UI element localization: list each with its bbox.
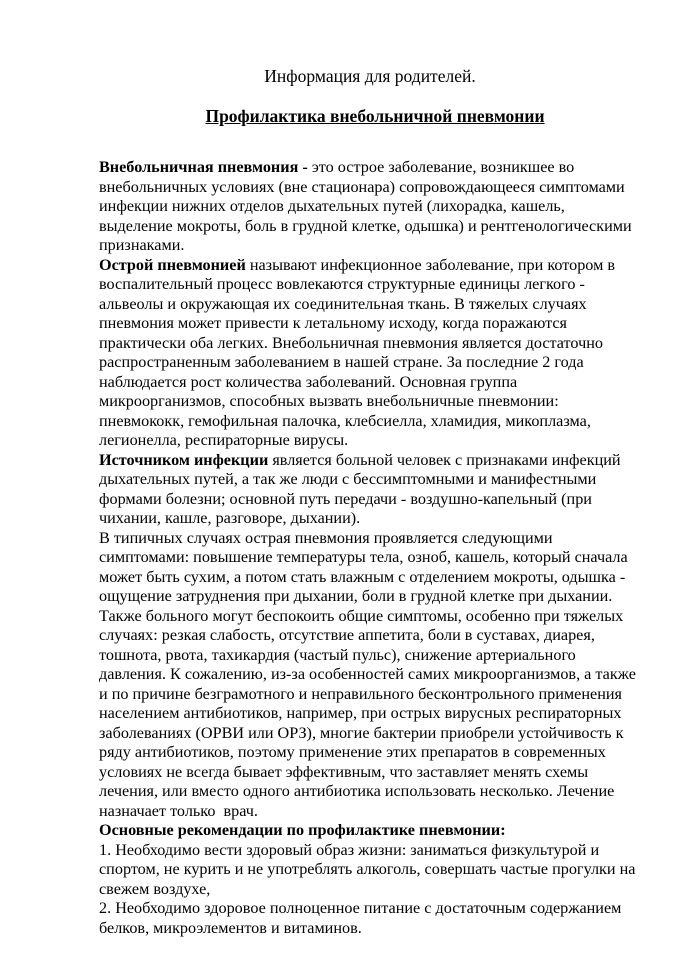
text-line (99, 724, 639, 744)
line-text: внебольничных условиях (вне стационара) сопровождающееся симптомами (99, 177, 625, 196)
text-line (99, 509, 639, 529)
line-text: микроорганизмов, способных вызвать внебольничные пневмонии: (99, 392, 559, 410)
line-text: альвеолы и окружающая их соединительная ткань. В тяжелых случаях (99, 294, 587, 313)
line-text: воспалительный процесс вовлекаются структурные единицы легкого - (99, 275, 585, 293)
text-line (99, 178, 639, 198)
text-line (99, 763, 639, 783)
text-line (99, 197, 639, 217)
line-text: белков, микроэлементов и витаминов. (99, 918, 362, 937)
text-line (99, 353, 639, 373)
line-text: спортом, не курить и не употреблять алкоголь, совершать частые прогулки на (99, 860, 636, 878)
text-line (99, 431, 639, 451)
line-text: и по причине безграмотного и неправильного бесконтрольного применения (99, 684, 622, 703)
text-line (99, 217, 639, 237)
bold-term: Источником инфекции (99, 450, 269, 469)
line-text: 2. Необходимо здоровое полноценное питание с достаточным содержанием (99, 899, 622, 917)
document-title: Профилактика внебольничной пневмонии (205, 106, 545, 126)
text-line (99, 841, 639, 861)
line-text: 1. Необходимо вести здоровый образ жизни: заниматься физкультурой и (99, 840, 600, 859)
line-text: пневмококк, гемофильная палочка, клебсиелла, хламидия, микоплазма, (99, 411, 591, 430)
document-body (99, 158, 639, 938)
text-line (99, 587, 639, 607)
line-text: ряду антибиотиков, поэтому применение этих препаратов в современных (99, 743, 606, 761)
line-text: легионелла, респираторные вирусы. (99, 431, 349, 449)
line-text: случаях: резкая слабость, отсутствие аппетита, боли в суставах, диарея, (99, 626, 595, 644)
line-text: лечения, или вместо одного антибиотика использовать несколько. Лечение (99, 782, 615, 800)
text-line (99, 412, 639, 432)
line-text: населением антибиотиков, например, при острых вирусных респираторных (99, 704, 622, 722)
text-line (99, 158, 639, 178)
line-text: наблюдается рост количества заболеваний. Основная группа (99, 372, 518, 391)
text-line (99, 236, 639, 256)
line-text: это острое заболевание, возникшее во (307, 158, 575, 176)
line-text: является больной человек с признаками инфекций (268, 450, 621, 469)
text-line (99, 334, 639, 354)
text-line (99, 665, 639, 685)
line-text: распространенным заболеванием в нашей стране. За последние 2 года (99, 353, 584, 371)
line-text: ощущение затруднения при дыхании, боли в грудной клетке при дыхании. (99, 587, 613, 605)
text-line (99, 451, 639, 471)
line-text: выделение мокроты, боль в грудной клетке, одышка) и рентгенологическими (99, 216, 632, 235)
line-text: свежем воздухе, (99, 879, 211, 898)
text-line (99, 275, 639, 295)
text-line (99, 626, 639, 646)
text-line (99, 704, 639, 724)
text-line (99, 568, 639, 588)
text-line (99, 821, 639, 841)
line-text: В типичных случаях острая пневмония проявляется следующими (99, 528, 553, 547)
bold-term: Основные рекомендации по профилактике пневмонии: (99, 821, 506, 839)
text-line (99, 802, 639, 822)
text-line (99, 743, 639, 763)
line-text: формами болезни; основной путь передачи - воздушно-капельный (при (99, 489, 592, 508)
text-line (99, 880, 639, 900)
text-line (99, 373, 639, 393)
line-text: практически оба легких. Внебольничная пневмония является достаточно (99, 333, 603, 352)
text-line (99, 490, 639, 510)
text-line (99, 470, 639, 490)
line-text: дыхательных путей, а так же люди с бессимптомными и манифестными (99, 470, 597, 488)
text-line (99, 607, 639, 627)
line-text: чихании, кашле, разговоре, дыхании). (99, 509, 361, 527)
line-text: признаками. (99, 236, 185, 254)
line-text: может быть сухим, а потом стать влажным с отделением мокроты, одышка - (99, 567, 626, 586)
text-line (99, 548, 639, 568)
line-text: называют инфекционное заболевание, при котором в (245, 255, 616, 274)
text-line (99, 899, 639, 919)
text-line (99, 919, 639, 939)
intro-heading: Информация для родителей. (264, 66, 476, 86)
text-line (99, 314, 639, 334)
text-line (99, 646, 639, 666)
line-text: давления. К сожалению, из-за особенностей самих микроорганизмов, а также (99, 665, 636, 683)
text-line (99, 685, 639, 705)
text-line (99, 392, 639, 412)
line-text: тошнота, рвота, тахикардия (частый пульс), снижение артериального (99, 645, 576, 664)
line-text: пневмония может привести к летальному исходу, когда поражаются (99, 314, 567, 332)
line-text: симптомами: повышение температуры тела, озноб, кашель, который сначала (99, 548, 628, 566)
line-text: назначает только врач. (99, 801, 258, 820)
text-line (99, 782, 639, 802)
text-line (99, 860, 639, 880)
line-text: условиях не всегда бывает эффективным, что заставляет менять схемы (99, 762, 589, 781)
bold-term: Острой пневмонией (99, 255, 246, 274)
bold-term: Внебольничная пневмония - (99, 158, 308, 176)
text-line (99, 256, 639, 276)
text-line (99, 529, 639, 549)
line-text: Также больного могут беспокоить общие симптомы, особенно при тяжелых (99, 606, 624, 625)
text-line (99, 295, 639, 315)
line-text: заболеваниях (ОРВИ или ОРЗ), многие бактерии приобрели устойчивость к (99, 723, 624, 742)
line-text: инфекции нижних отделов дыхательных путей (лихорадка, кашель, (99, 197, 565, 215)
